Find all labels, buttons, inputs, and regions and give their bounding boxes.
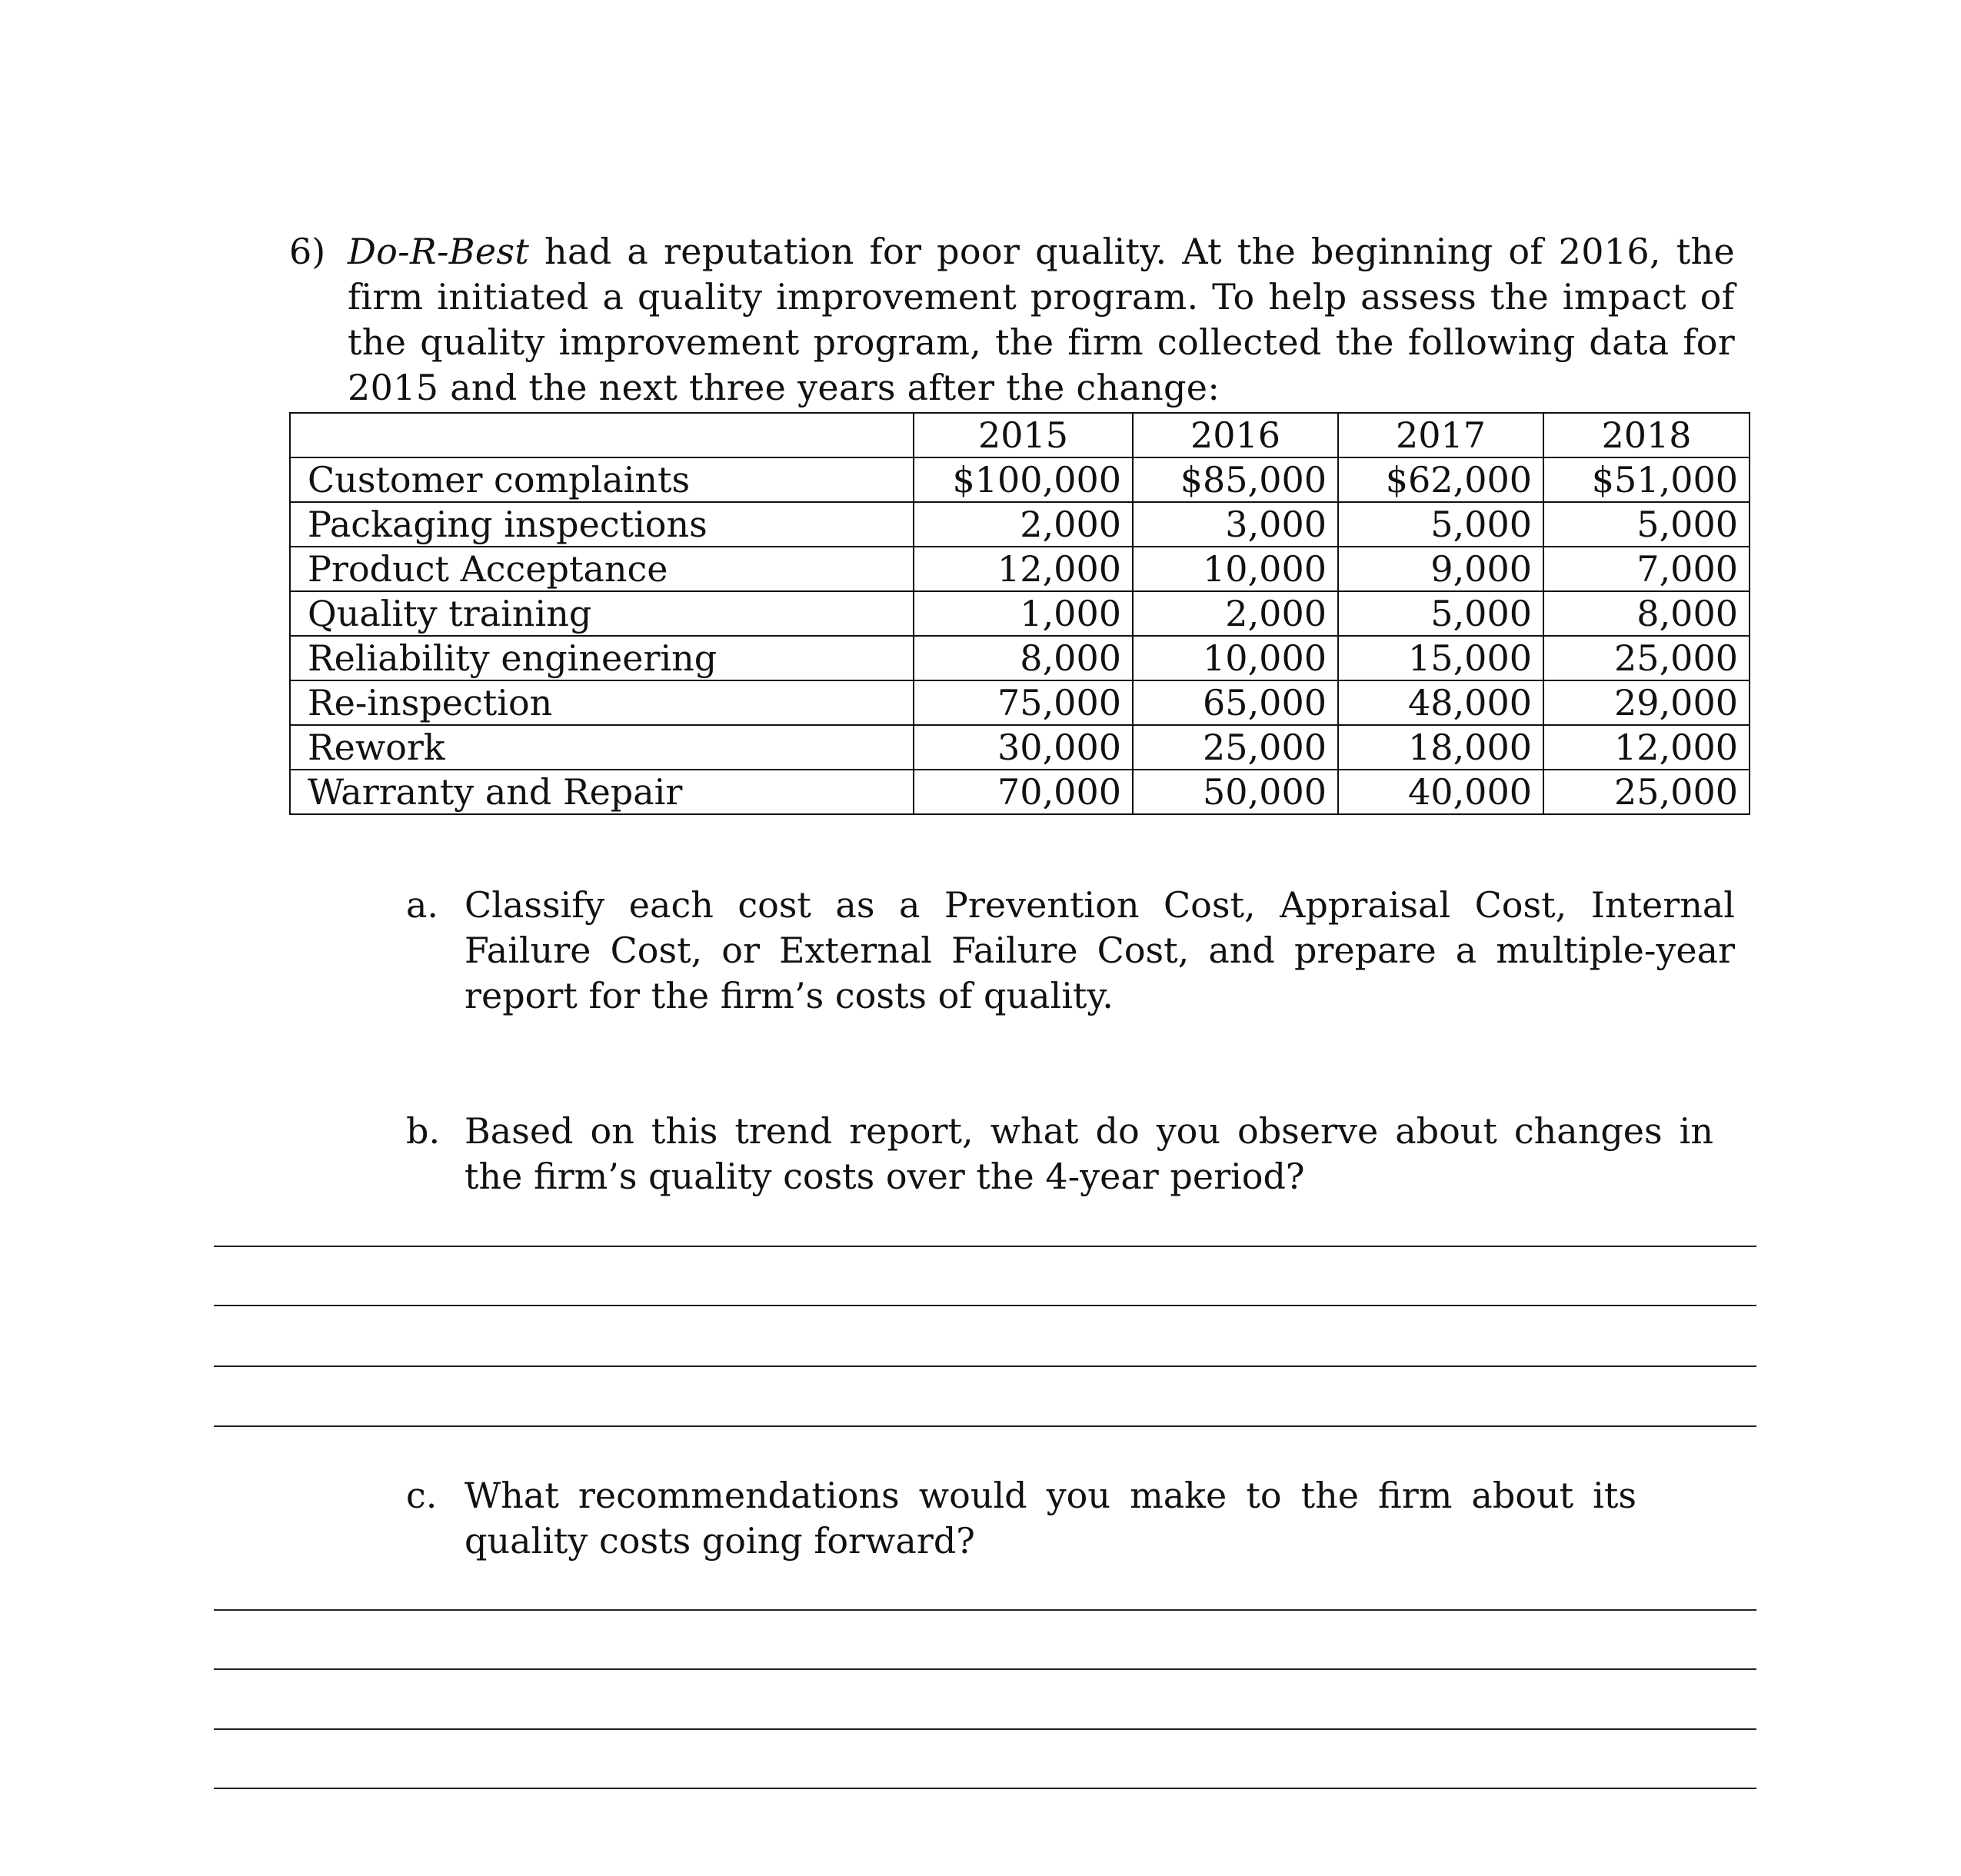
row-label: Reliability engineering bbox=[290, 636, 914, 680]
question-text bbox=[348, 229, 1735, 411]
cost-value: $51,000 bbox=[1543, 457, 1750, 502]
cost-value: 2,000 bbox=[1133, 591, 1338, 636]
header-blank-cell bbox=[290, 413, 914, 457]
cost-value: 5,000 bbox=[1543, 502, 1750, 547]
cost-value: 12,000 bbox=[914, 547, 1133, 591]
cost-value: 18,000 bbox=[1338, 725, 1543, 770]
table-row bbox=[290, 457, 1750, 502]
cost-value: 25,000 bbox=[1543, 770, 1750, 814]
cost-value: 10,000 bbox=[1133, 636, 1338, 680]
row-label: Re-inspection bbox=[290, 680, 914, 725]
company-name: Do-R-Best bbox=[348, 231, 530, 272]
cost-value: 25,000 bbox=[1133, 725, 1338, 770]
part-text: What recommendations would you make to the firm about its quality costs going forward? bbox=[464, 1475, 1636, 1562]
year-header: 2017 bbox=[1338, 413, 1543, 457]
cost-value: $85,000 bbox=[1133, 457, 1338, 502]
cost-value: $62,000 bbox=[1338, 457, 1543, 502]
cost-value: 8,000 bbox=[914, 636, 1133, 680]
table-row bbox=[290, 636, 1750, 680]
question-intro bbox=[289, 229, 1735, 411]
cost-value: 10,000 bbox=[1133, 547, 1338, 591]
cost-value: 3,000 bbox=[1133, 502, 1338, 547]
row-label: Quality training bbox=[290, 591, 914, 636]
table-row bbox=[290, 725, 1750, 770]
cost-value: 9,000 bbox=[1338, 547, 1543, 591]
part-letter: c. bbox=[406, 1475, 438, 1516]
part-text: Classify each cost as a Prevention Cost, Appraisal Cost, Internal Failure Cost, or External Failure Cost, and prepare a multiple-year report for the firm’s costs of quality. bbox=[464, 884, 1735, 1016]
table-row bbox=[290, 547, 1750, 591]
cost-value: 29,000 bbox=[1543, 680, 1750, 725]
answer-line[interactable] bbox=[214, 1609, 1756, 1611]
cost-value: $100,000 bbox=[914, 457, 1133, 502]
answer-line[interactable] bbox=[214, 1668, 1756, 1670]
year-header: 2015 bbox=[914, 413, 1133, 457]
table-row bbox=[290, 680, 1750, 725]
cost-value: 65,000 bbox=[1133, 680, 1338, 725]
table-header-row bbox=[290, 413, 1750, 457]
cost-value: 40,000 bbox=[1338, 770, 1543, 814]
answer-line[interactable] bbox=[214, 1728, 1756, 1730]
cost-value: 50,000 bbox=[1133, 770, 1338, 814]
table-row bbox=[290, 770, 1750, 814]
cost-value: 25,000 bbox=[1543, 636, 1750, 680]
part-c bbox=[406, 1473, 1636, 1564]
answer-line[interactable] bbox=[214, 1788, 1756, 1789]
cost-value: 30,000 bbox=[914, 725, 1133, 770]
cost-value: 5,000 bbox=[1338, 591, 1543, 636]
intro-text: had a reputation for poor quality. At the beginning of 2016, the firm initiated a quality improvement program. To help assess the impact of the quality improvement program, the firm collected the following data for 2015 and the next three years after the change: bbox=[348, 231, 1735, 408]
row-label: Customer complaints bbox=[290, 457, 914, 502]
year-header: 2016 bbox=[1133, 413, 1338, 457]
row-label: Warranty and Repair bbox=[290, 770, 914, 814]
answer-line[interactable] bbox=[214, 1246, 1756, 1247]
cost-value: 5,000 bbox=[1338, 502, 1543, 547]
cost-value: 15,000 bbox=[1338, 636, 1543, 680]
part-a bbox=[406, 883, 1735, 1019]
cost-value: 7,000 bbox=[1543, 547, 1750, 591]
cost-value: 70,000 bbox=[914, 770, 1133, 814]
cost-value: 48,000 bbox=[1338, 680, 1543, 725]
part-letter: b. bbox=[406, 1110, 441, 1152]
cost-data-table bbox=[289, 412, 1750, 815]
answer-line[interactable] bbox=[214, 1365, 1756, 1367]
table-row bbox=[290, 502, 1750, 547]
part-b bbox=[406, 1109, 1713, 1199]
cost-value: 12,000 bbox=[1543, 725, 1750, 770]
year-header: 2018 bbox=[1543, 413, 1750, 457]
question-number: 6) bbox=[289, 231, 326, 272]
part-letter: a. bbox=[406, 884, 439, 926]
row-label: Rework bbox=[290, 725, 914, 770]
part-text: Based on this trend report, what do you observe about changes in the firm’s quality costs over the 4-year period? bbox=[464, 1110, 1713, 1197]
row-label: Product Acceptance bbox=[290, 547, 914, 591]
cost-value: 1,000 bbox=[914, 591, 1133, 636]
answer-line[interactable] bbox=[214, 1425, 1756, 1427]
answer-line[interactable] bbox=[214, 1305, 1756, 1306]
cost-value: 75,000 bbox=[914, 680, 1133, 725]
cost-value: 2,000 bbox=[914, 502, 1133, 547]
row-label: Packaging inspections bbox=[290, 502, 914, 547]
cost-value: 8,000 bbox=[1543, 591, 1750, 636]
table-row bbox=[290, 591, 1750, 636]
